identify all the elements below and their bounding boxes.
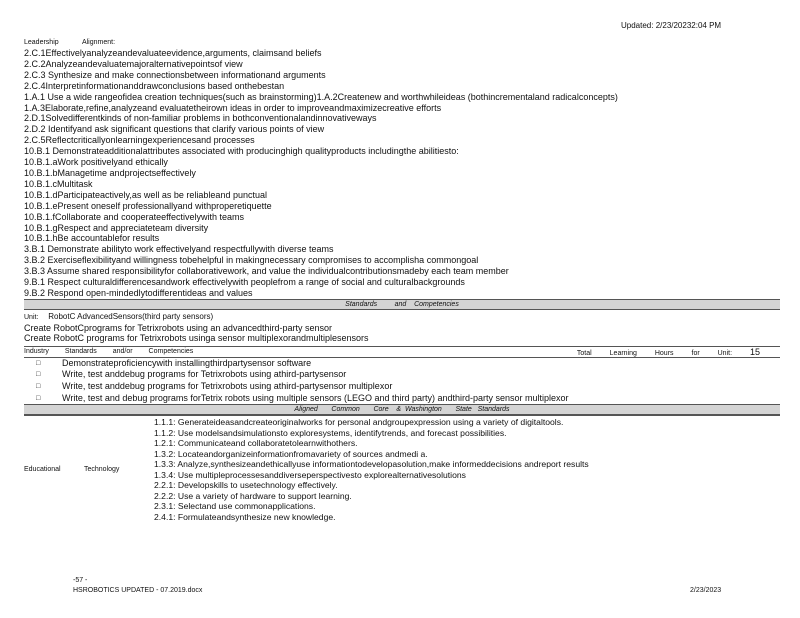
checkbox-icon: □ [36, 394, 41, 402]
checkbox-icon: □ [36, 371, 41, 379]
alignment-line: 10.B.1.ePresent oneself professionallyand withproperetiquette [24, 200, 272, 211]
tech-standard-line: 2.2.1: Developskills to usetechnology effectively. [154, 480, 338, 491]
alignment-line: 3.B.3 Assume shared responsibilityfor collaborativework, and value the individualcontributionsmadeby each team member [24, 266, 509, 277]
leadership-label: Leadership [24, 39, 59, 46]
alignment-line: 10.B.1.dParticipateactively,as well as be reliableand punctual [24, 189, 267, 200]
tech-standard-line: 2.2.2: Use a variety of hardware to support learning. [154, 490, 352, 501]
tech-standard-line: 2.3.1: Selectand use commonapplications. [154, 501, 316, 512]
alignment-line: 10.B.1.aWork positivelyand ethically [24, 157, 168, 168]
alignment-line: 10.B.1 Demonstrateadditionalattributes associated with producinghigh qualityproducts includingthe abilitiesto: [24, 146, 459, 157]
tech-standard-line: 1.1.1: Generateideasandcreateoriginalworks for personal andgroupexpression using a variety of digitaltools. [154, 417, 564, 428]
competencies-label: Competencies [148, 347, 194, 355]
tech-standards-list [154, 416, 589, 522]
industry-label: Industry [24, 347, 49, 355]
list-item: □ Write, test anddebug programs for Tetrixrobots using athird-partysensor multiplexor [36, 381, 393, 392]
unit-title-row [24, 312, 780, 323]
alignment-line: 10.B.1.hBe accountablefor results [24, 233, 160, 244]
alignment-line: 2.C.3 Synthesize and make connectionsbetween informationand arguments [24, 69, 326, 80]
tech-category [24, 416, 154, 522]
alignment-line: 2.D.1Solvedifferentkinds of non-familiar problems in bothconventionalandinnovativeways [24, 113, 377, 124]
for-label: for [691, 349, 700, 357]
total-hours-value: 15 [749, 346, 760, 357]
tech-standard-line: 1.2.1: Communicateand collaboratetolearnwithothers. [154, 438, 358, 449]
list-item: □ Write, test anddebug programs for Tetrixrobots using athird-partysensor [36, 369, 347, 380]
alignment-line: 2.D.2 Identifyand ask significant questions that clarify various points of view [24, 124, 325, 135]
educational-label: Educational [24, 465, 61, 473]
aligned-standards-bar: Aligned Common Core & Washington State Standards [24, 404, 780, 415]
footer-date: 2/23/2023 [690, 587, 722, 594]
checkbox-icon: □ [36, 383, 41, 391]
alignment-line: 3.B.1 Demonstrate abilityto work effectivelyand respectfullywith diverse teams [24, 244, 334, 255]
tech-standard-line: 1.1.2: Use modelsandsimulationsto exploresystems, identifytrends, and forecast possibilities. [154, 427, 507, 438]
alignment-line: 2.C.1Effectivelyanalyzeandevaluateevidence,arguments, claimsand beliefs [24, 48, 322, 58]
standards-label: Standards [64, 347, 97, 355]
list-item: □ Write, test and debug programs forTetrix robots using multiple sensors (LEGO and third party) andthird-party sensor multiplexor [36, 392, 569, 403]
alignment-line: 2.C.2Analyzeandevaluatemajoralternativepointsof view [24, 58, 243, 69]
alignment-line: 10.B.1.fCollaborate and cooperateeffectivelywith teams [24, 211, 244, 222]
checkbox-icon: □ [36, 359, 41, 367]
unit-hours-label: Unit: [717, 349, 733, 357]
total-label: Total [576, 349, 592, 357]
unit-title: RobotC AdvancedSensors(third party sensors) [48, 311, 214, 321]
alignment-line: 9.B.1 Respect culturaldifferencesandwork effectivelywith peoplefrom a range of social and culturalbackgrounds [24, 277, 465, 288]
competency-bullets [24, 358, 780, 404]
curriculum-sheet [24, 38, 780, 522]
tech-standard-line: 1.3.4: Use multipleprocessesanddiverseperspectivesto explorealternativesolutions [154, 469, 466, 480]
unit-description [24, 323, 780, 344]
alignment-line: 2.C.5Reflectcriticallyonlearningexperiencesand processes [24, 135, 255, 146]
technology-label: Technology [84, 465, 120, 473]
unit-label: Unit: [24, 313, 39, 321]
document-name: HSROBOTICS UPDATED - 07.2019.docx [73, 587, 203, 594]
hours-label: Hours [654, 349, 674, 357]
technology-standards [24, 415, 780, 522]
alignment-line: 10.B.1.cMultitask [24, 178, 93, 189]
andor-label: and/or [112, 347, 133, 355]
updated-timestamp: Updated: 2/23/20232:04 PM [621, 21, 722, 30]
leadership-alignment-list [24, 48, 780, 299]
alignment-line: 1.A.1 Use a wide rangeofidea creation techniques(such as brainstorming)1.A.2Createnew and worthwhileideas (bothincrementaland radicalconcepts) [24, 91, 618, 102]
tech-standard-line: 2.4.1: Formulateandsynthesize new knowledge. [154, 511, 336, 522]
learning-label: Learning [609, 349, 637, 357]
alignment-line: 1.A.3Elaborate,refine,analyzeand evaluatetheirown ideas in order to improveandmaximizecreative efforts [24, 102, 442, 113]
leadership-header [24, 38, 780, 48]
page-number: -57 - [73, 577, 88, 584]
unit-desc-line: Create RobotC programs for Tetrixrobots usinga sensor multiplexorandmultiplesensors [24, 333, 369, 344]
standards-competencies-bar: Standards and Competencies [24, 299, 780, 310]
tech-standard-line: 1.3.3: Analyze,synthesizeandethicallyuse informationtodevelopasolution,make informeddecisions andreport results [154, 459, 589, 470]
alignment-line: 9.B.2 Respond open-mindedlytodifferentideas and values [24, 287, 253, 298]
alignment-label: Alignment: [81, 39, 116, 46]
industry-standards-row [24, 346, 780, 358]
alignment-line: 2.C.4Interpretinformationanddrawconclusions based onthebestan [24, 80, 285, 91]
alignment-line: 3.B.2 Exerciseflexibilityand willingness tobehelpful in makingnecessary compromises to accomplisha commongoal [24, 255, 479, 266]
alignment-line: 10.B.1.bManagetime andprojectseffectively [24, 167, 196, 178]
tech-standard-line: 1.3.2: Locateandorganizeinformationfromavariety of sources andmedi a. [154, 448, 428, 459]
alignment-line: 10.B.1.gRespect and appreciateteam diversity [24, 222, 209, 233]
unit-desc-line: Create RobotCprograms for Tetrixrobots using an advancedthird-party sensor [24, 322, 332, 333]
list-item: □ Demonstrateproficiencywith installingthirdpartysensor software [36, 357, 312, 368]
